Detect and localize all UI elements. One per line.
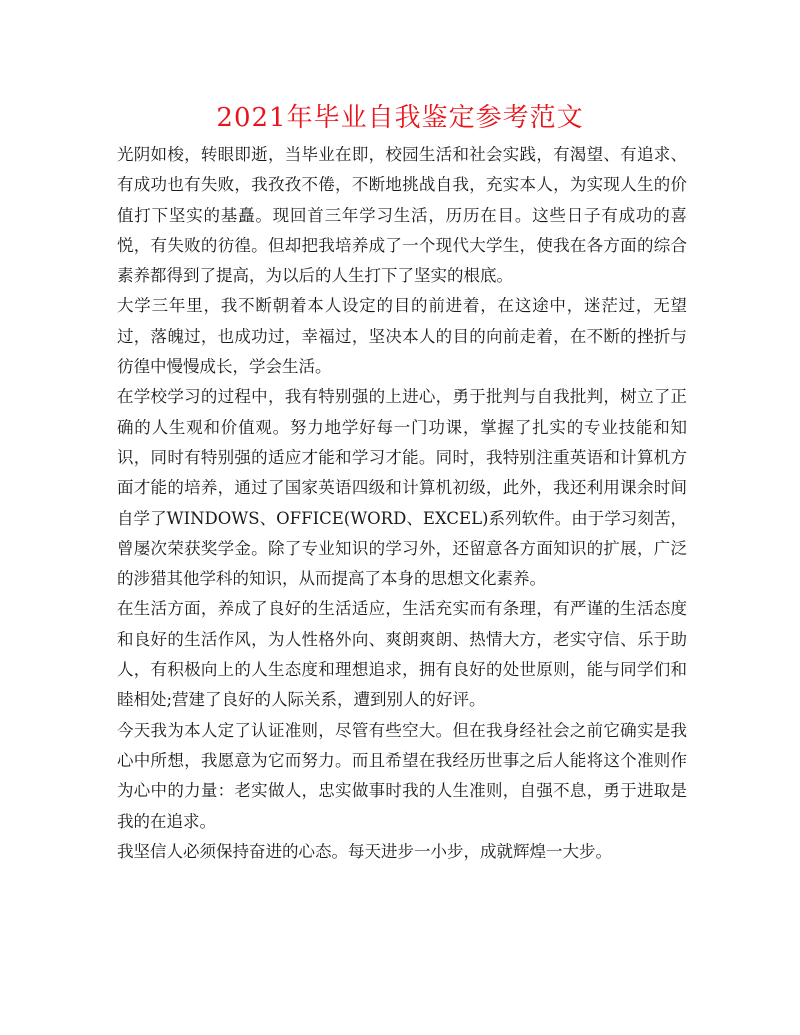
document-body bbox=[117, 140, 687, 867]
paragraph-2: 大学三年里，我不断朝着本人设定的目的前进着，在这途中，迷茫过，无望过，落魄过，也成功过，幸福过，坚决本人的目的向前走着，在不断的挫折与彷徨中慢慢成长，学会生活。 bbox=[117, 296, 687, 377]
paragraph-4: 在生活方面，养成了良好的生活适应，生活充实而有条理，有严谨的生活态度和良好的生活作风，为人性格外向、爽朗爽朗、热情大方，老实守信、乐于助人，有积极向上的人生态度和理想追求，拥有良好的处世原则，能与同学们和睦相处;营建了良好的人际关系，遭到别人的好评。 bbox=[117, 599, 687, 710]
paragraph-6: 我坚信人必须保持奋进的心态。每天进步一小步，成就辉煌一大步。 bbox=[117, 841, 612, 861]
paragraph-1: 光阴如梭，转眼即逝，当毕业在即，校园生活和社会实践，有渴望、有追求、有成功也有失败，我孜孜不倦，不断地挑战自我，充实本人，为实现人生的价值打下坚实的基矗。现回首三年学习生活，历历在目。这些日子有成功的喜悦，有失败的彷徨。但却把我培养成了一个现代大学生，使我在各方面的综合素养都得到了提高，为以后的人生打下了坚实的根底。 bbox=[117, 145, 687, 286]
paragraph-5: 今天我为本人定了认证准则，尽管有些空大。但在我身经社会之前它确实是我心中所想，我愿意为它而努力。而且希望在我经历世事之后人能将这个准则作为心中的力量：老实做人，忠实做事时我的人生准则，自强不息，勇于进取是我的在追求。 bbox=[117, 720, 687, 831]
paragraph-3: 在学校学习的过程中，我有特别强的上进心，勇于批判与自我批判，树立了正确的人生观和价值观。努力地学好每一门功课，掌握了扎实的专业技能和知识，同时有特别强的适应才能和学习才能。同时，我特别注重英语和计算机方面才能的培养，通过了国家英语四级和计算机初级，此外，我还利用课余时间自学了WINDOWS、OFFICE(WORD、EXCEL)系列软件。由于学习刻苦，曾屡次荣获奖学金。除了专业知识的学习外，还留意各方面知识的扩展，广泛的涉猎其他学科的知识，从而提高了本身的思想文化素养。 bbox=[117, 387, 687, 589]
document-title: 2021年毕业自我鉴定参考范文 bbox=[216, 103, 584, 133]
